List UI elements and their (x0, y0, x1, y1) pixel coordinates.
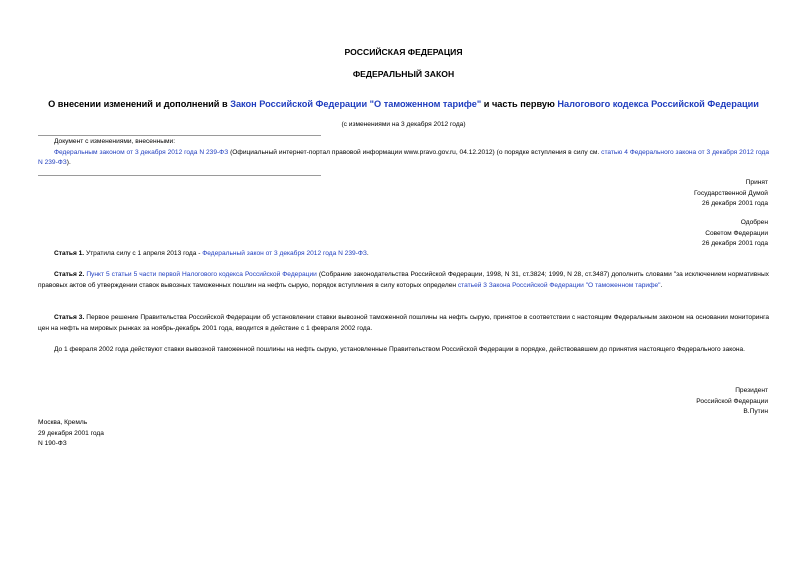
article-1-end: . (366, 250, 369, 257)
article-1-text: Утратила силу с 1 апреля 2013 года - (84, 250, 203, 257)
signature-org: Российской Федерации (696, 397, 768, 405)
adopted-line-1: Принят (745, 179, 768, 186)
divider-top (38, 135, 321, 136)
title-text-2: и часть первую (481, 99, 558, 109)
article-2-label: Статья 2. (54, 271, 85, 278)
approved-line-2: Советом Федерации (705, 229, 768, 237)
article-3 (38, 313, 769, 334)
signing-date: 29 декабря 2001 года (38, 429, 104, 437)
law-number: N 190-ФЗ (38, 440, 67, 448)
article-4-link[interactable]: статью 4 Федерального закона от 3 декабря 2012 года N 239-ФЗ (38, 148, 769, 167)
final-provision: До 1 февраля 2002 года действуют ставки вывозной таможенной пошлины на нефть сырую, установленные Правительством Российской Федерации в порядке, действовавшем до принятия настоящего Федерального закона. (54, 346, 746, 353)
title-text-1: О внесении изменений и дополнений в (48, 99, 231, 109)
place-date-block (38, 418, 769, 450)
article-2 (38, 270, 769, 291)
law-title (0, 99, 807, 109)
article-2-text: (Собрание законодательства Российской Федерации, 1998, N 31, ст.3824; 1999, N 28, ст.3487) дополнить словами "за исключением нормативных правовых актов об утверждении ставок вывозных таможенных пошлин на нефть сырую, порядок вступления в силу которых определен (38, 271, 769, 289)
approved-line-1: Одобрен (740, 219, 768, 226)
tax-code-clause-link[interactable]: Пункт 5 статьи 5 части первой Налогового кодекса Российской Федерации (86, 271, 317, 278)
tax-code-link[interactable]: Налогового кодекса Российской Федерации (557, 99, 759, 109)
signature-block (696, 386, 768, 418)
approved-by-council (702, 218, 768, 250)
amendments-list (38, 148, 769, 169)
changes-note: (с изменениями на 3 декабря 2012 года) (341, 121, 466, 128)
adopted-line-2: Государственной Думой (694, 189, 768, 197)
divider-bottom (38, 175, 321, 176)
place: Москва, Кремль (38, 419, 88, 426)
amending-law-link[interactable]: Федеральным законом от 3 декабря 2012 года N 239-ФЗ (54, 148, 229, 156)
article-1-law-link[interactable]: Федеральный закон от 3 декабря 2012 года N 239-ФЗ (202, 250, 367, 257)
amendments-block (38, 137, 769, 169)
article-3-text: Первое решение Правительства Российской Федерации об установлении ставки вывозной таможенной пошлины на нефть сырую, принятое в соответствии с настоящим Федеральным законом на основании мониторинга цен на нефть на мировых рынках за ноябрь-декабрь 2001 года, вводится в действие с 1 февраля 2002 года. (38, 314, 769, 332)
amendments-text-1: (Официальный интернет-портал правовой информации www.pravo.gov.ru, 04.12.2012) (о порядке вступления в силу см. (228, 148, 602, 156)
signature-name: В.Путин (743, 408, 768, 416)
article-1-label: Статья 1. (54, 250, 85, 257)
approved-line-3: 26 декабря 2001 года (702, 240, 768, 248)
amendments-intro: Документ с изменениями, внесенными: (54, 138, 176, 145)
article-1 (38, 249, 769, 260)
article-2-end: . (660, 281, 663, 289)
customs-tariff-article-3-link[interactable]: статьей 3 Закона Российской Федерации "О таможенном тарифе" (457, 281, 661, 289)
country-heading: РОССИЙСКАЯ ФЕДЕРАЦИЯ (344, 47, 463, 57)
document-type-heading: ФЕДЕРАЛЬНЫЙ ЗАКОН (352, 69, 455, 79)
adopted-by-duma (694, 178, 768, 210)
article-3-label: Статья 3. (54, 314, 85, 321)
amendments-text-2: ). (66, 159, 71, 167)
signature-title: Президент (735, 387, 768, 394)
customs-tariff-law-link[interactable]: Закон Российской Федерации "О таможенном тарифе" (230, 99, 482, 109)
adopted-line-3: 26 декабря 2001 года (702, 200, 768, 208)
